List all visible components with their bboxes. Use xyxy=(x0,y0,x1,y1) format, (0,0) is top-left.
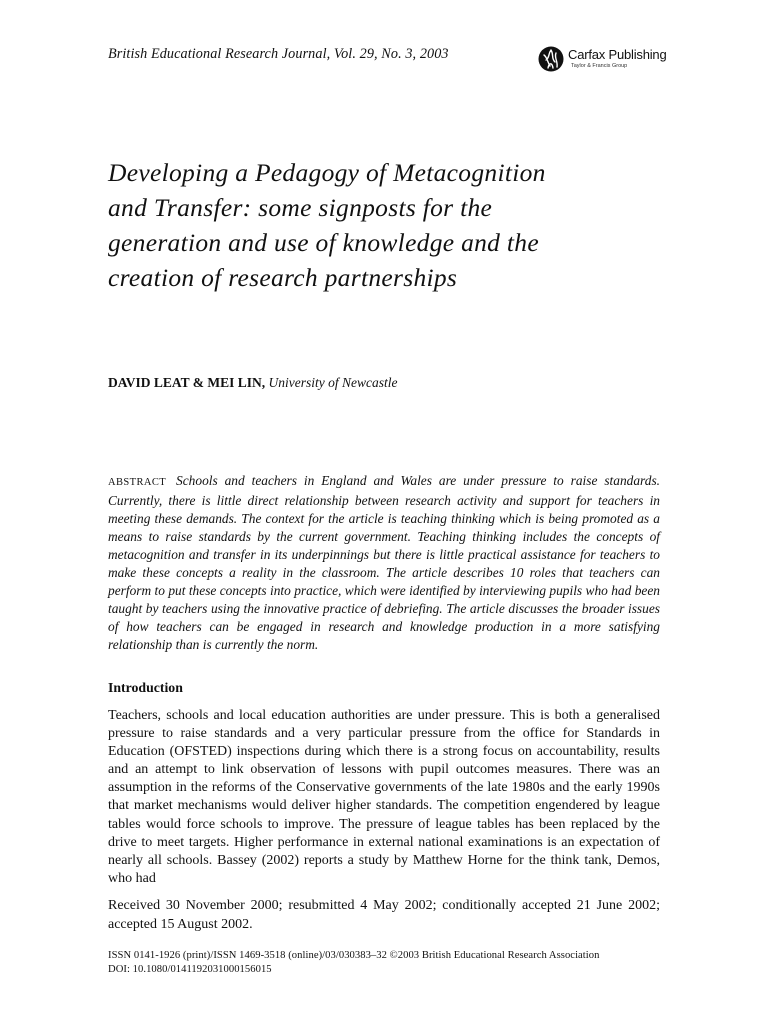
title-line: and Transfer: some signposts for the xyxy=(108,193,493,222)
abstract-label: ABSTRACT xyxy=(108,477,167,488)
title-line: creation of research partnerships xyxy=(108,263,458,292)
author-line xyxy=(108,375,398,391)
article-title xyxy=(108,155,668,295)
carfax-logo-icon xyxy=(538,46,564,72)
publisher-subtitle: Taylor & Francis Group xyxy=(571,63,628,69)
publisher-logo xyxy=(538,44,678,74)
title-line: Developing a Pedagogy of Metacognition xyxy=(108,158,546,187)
abstract-text: Schools and teachers in England and Wales are under pressure to raise standards. Currently, there is little direct relationship between research activity and support for teachers in meeting these demands. The context for the article is teaching thinking which is being promoted as a means to raise standards by the current government. Teaching thinking includes the concepts of metacognition and transfer in its underpinnings but there is little practical assistance for teachers to make these concepts a reality in the classroom. The article describes 10 roles that teachers can perform to put these concepts into practice, which were identified by interviewing pupils who had been taught by teachers using the innovative practice of debriefing. The article discusses the broader issues of how teachers can be engaged in research and knowledge production in a more satisfying relationship than is currently the norm. xyxy=(108,473,660,652)
section-heading-introduction: Introduction xyxy=(108,680,183,695)
doi-line: DOI: 10.1080/0141192031000156015 xyxy=(108,964,272,975)
author-affiliation: University of Newcastle xyxy=(268,375,398,390)
title-line: generation and use of knowledge and the xyxy=(108,228,539,257)
author-names: DAVID LEAT & MEI LIN, xyxy=(108,375,266,390)
issn-line: ISSN 0141-1926 (print)/ISSN 1469-3518 (online)/03/030383–32 ©2003 British Educational Research Association xyxy=(108,950,600,961)
abstract xyxy=(108,472,660,654)
journal-citation: British Educational Research Journal, Vol. 29, No. 3, 2003 xyxy=(108,46,449,62)
introduction-paragraph: Teachers, schools and local education authorities are under pressure. This is both a generalised pressure to raise standards and a very particular pressure from the office for Standards in Education (OFSTED) inspections during which there is a strong focus on accountability, results and an attempt to link observation of lessons with pupil outcomes measures. There was an assumption in the reforms of the Conservative governments of the late 1980s and the early 1990s that market mechanisms would deliver higher standards. The competition engendered by league tables would force schools to improve. The pressure of league tables has been replaced by the drive to meet targets. Higher performance in external national examinations is an expectation of nearly all schools. Bassey (2002) reports a study by Matthew Horne for the think tank, Demos, who had xyxy=(108,708,660,886)
publisher-name: Carfax Publishing xyxy=(568,47,667,62)
received-dates: Received 30 November 2000; resubmitted 4 May 2002; conditionally accepted 21 June 2002; accepted 15 August 2002. xyxy=(108,898,660,932)
